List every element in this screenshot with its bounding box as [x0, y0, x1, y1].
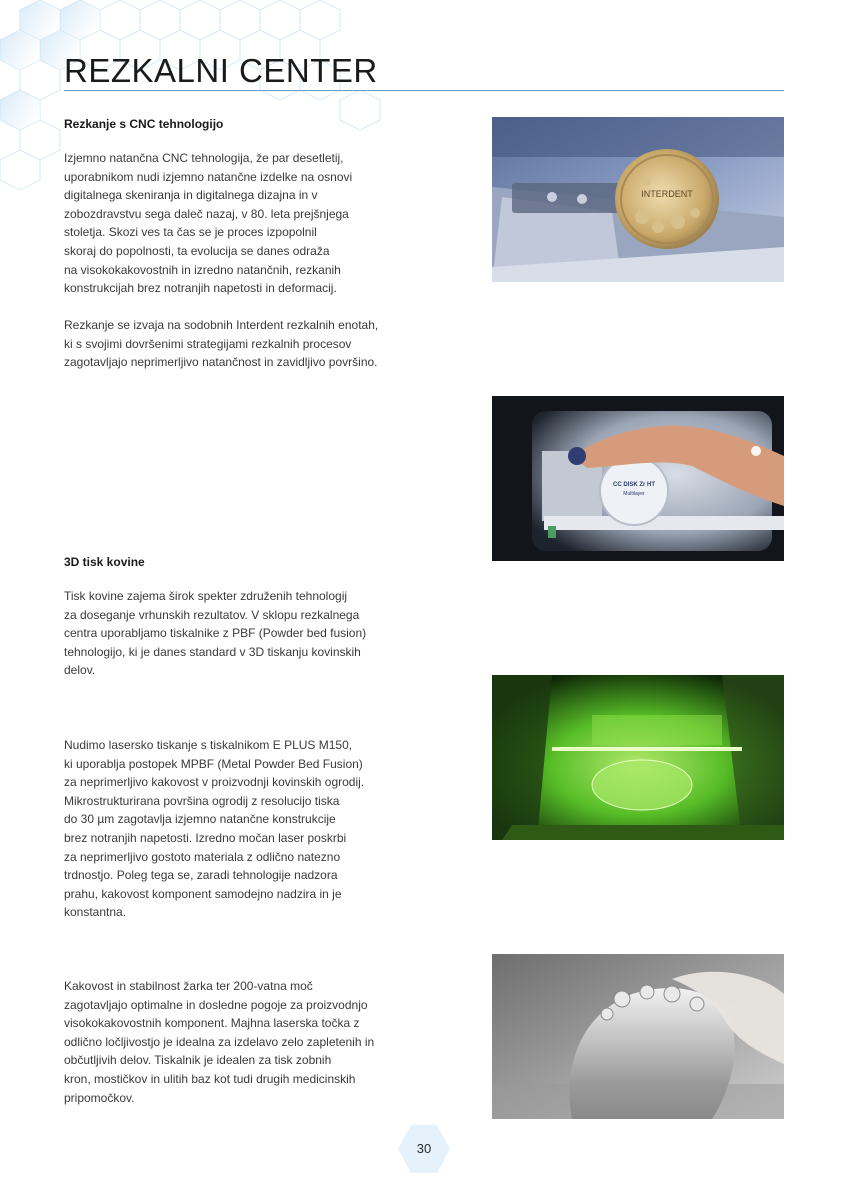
text-line: brez notranjih napetosti. Izredno močan laser poskrbi: [64, 830, 347, 845]
text-line: občutljivih delov. Tiskalnik je idealen za tisk zobnih: [64, 1053, 332, 1068]
text-line: digitalnega skeniranja in digitalnega dizajna in v: [64, 188, 318, 203]
text-line: pripomočkov.: [64, 1090, 135, 1105]
section-heading-cnc: Rezkanje s CNC tehnologijo: [64, 117, 224, 131]
text-line: Tisk kovine zajema širok spekter združenih tehnologij: [64, 589, 348, 603]
text-line: zobozdravstvu sega daleč nazaj, v 80. leta prejšnjega: [64, 206, 349, 221]
text-line: prahu, kakovost komponent samodejno nadzira in je: [64, 886, 342, 901]
text-line: Izjemno natančna CNC tehnologija, že par desetletij,: [64, 151, 344, 165]
text-line: zagotavljajo neprimerljivo natančnost in zavidljivo površino.: [64, 355, 378, 370]
text-line: zagotavljajo optimalne in dosledne pogoje za proizvodnjo: [64, 997, 368, 1012]
paragraph-3d-printer: [64, 736, 404, 922]
text-line: centra uporabljamo tiskalnike z PBF (Powder bed fusion): [64, 626, 367, 641]
photo-milling-disk: [492, 117, 784, 282]
text-line: stoletja. Skozi ves ta čas se je proces izpopolnil: [64, 225, 317, 240]
text-line: konstrukcijah brez notranjih napetosti in deformacij.: [64, 281, 337, 296]
text-line: ki uporablja postopek MPBF (Metal Powder Bed Fusion): [64, 756, 363, 771]
text-line: delov.: [64, 663, 96, 678]
page-number: 30: [416, 1141, 432, 1156]
text-line: za neprimerljivo kakovost v proizvodnji kovinskih ogrodij.: [64, 775, 365, 790]
photo-printed-part: [492, 954, 784, 1119]
section-heading-3d-print: 3D tisk kovine: [64, 555, 145, 569]
text-line: za doseganje vrhunskih rezultatov. V sklopu rezkalnega: [64, 607, 360, 622]
disk-label-multilayer: Multilayer: [623, 491, 645, 497]
text-line: Nudimo lasersko tiskanje s tiskalnikom E PLUS M150,: [64, 738, 353, 752]
text-line: skoraj do popolnosti, ta evolucija se danes odraža: [64, 243, 330, 258]
text-line: Kakovost in stabilnost žarka ter 200-vatna moč: [64, 979, 313, 993]
text-line: trdnostjo. Poleg tega se, zaradi tehnologije nadzora: [64, 868, 338, 883]
text-line: kron, mostičkov in ulitih baz kot tudi drugih medicinskih: [64, 1071, 356, 1086]
text-line: odlično ločljivostjo je idealna za izdelavo zelo zapletenih in: [64, 1034, 375, 1049]
text-line: visokokakovostnih komponent. Majhna laserska točka z: [64, 1016, 360, 1031]
paragraph-cnc-intro: [64, 149, 404, 298]
photo-laser-printer: [492, 675, 784, 840]
paragraph-3d-laser: [64, 977, 409, 1107]
text-line: Mikrostrukturirana površina ogrodij z resolucijo tiska: [64, 793, 340, 808]
text-line: Rezkanje se izvaja na sodobnih Interdent rezkalnih enotah,: [64, 318, 379, 332]
disk-label-interdent: INTERDENT: [641, 189, 693, 199]
paragraph-3d-intro: [64, 587, 404, 680]
text-line: za neprimerljivo gostoto materiala z odlično natezno: [64, 849, 341, 864]
text-line: tehnologijo, ki je danes standard v 3D tiskanju kovinskih: [64, 644, 361, 659]
text-line: uporabnikom nudi izjemno natančne izdelke na osnovi: [64, 169, 353, 184]
title-divider: [64, 90, 784, 91]
text-line: do 30 µm zagotavlja izjemno natančne konstrukcije: [64, 812, 336, 827]
text-line: konstantna.: [64, 905, 127, 920]
paragraph-cnc-interdent: [64, 316, 409, 372]
photo-loading-disk: [492, 396, 784, 561]
disk-label-cc-disk: CC DISK Zr HT: [613, 482, 655, 488]
page-title: REZKALNI CENTER: [64, 52, 378, 89]
text-line: na visokokakovostnih in izredno natančnih, rezkanih: [64, 262, 341, 277]
text-line: ki s svojimi dovršenimi strategijami rezkalnih procesov: [64, 336, 352, 351]
